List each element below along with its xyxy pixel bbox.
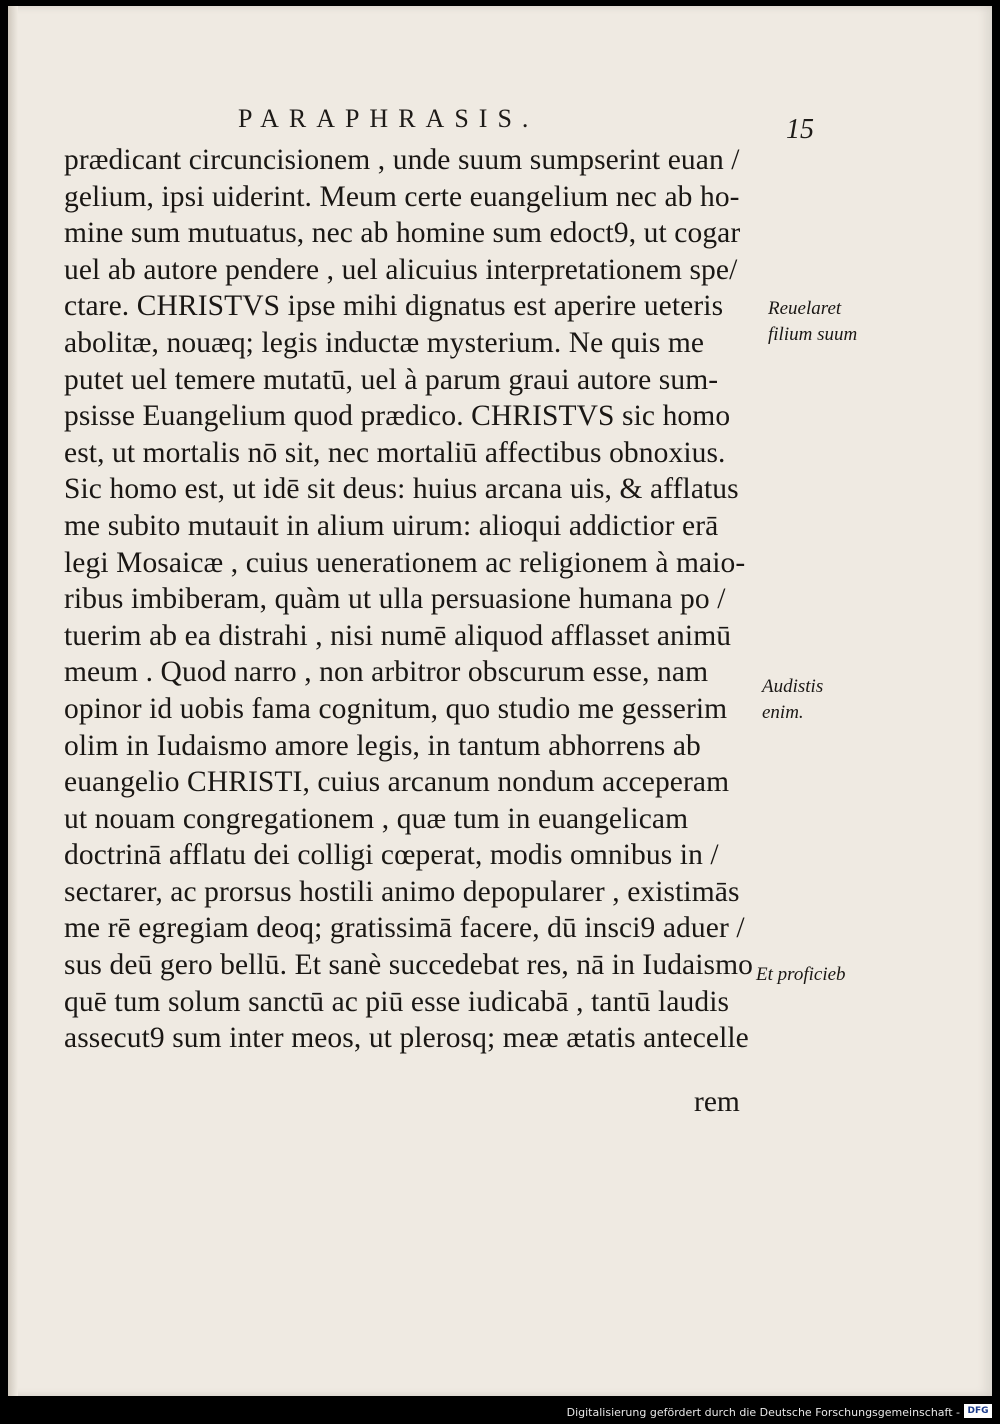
text-line: euangelio CHRISTI, cuius arcanum nondum acceperam (64, 766, 730, 799)
text-line: putet uel temere mutatū, uel à parum graui autore sum- (64, 363, 719, 396)
catchword: rem (694, 1086, 740, 1118)
margin-note-line: enim. (762, 702, 804, 723)
text-line: ctare. CHRISTVS ipse mihi dignatus est aperire ueteris (64, 290, 724, 323)
margin-note-line: filium suum (768, 324, 858, 345)
margin-note-proficieb (756, 962, 846, 988)
margin-note-line: Reuelaret (768, 298, 842, 319)
text-line: me subito mutauit in alium uirum: alioqui addictior erā (64, 509, 719, 542)
page-gutter-shadow (8, 6, 18, 1396)
main-text-block (64, 142, 764, 1057)
margin-note-audistis (762, 674, 823, 726)
text-line: prædicant circuncisionem , unde suum sumpserint euan / (64, 144, 740, 176)
text-line: quē tum solum sanctū ac piū esse iudicabā , tantū laudis (64, 985, 730, 1018)
margin-note-line: Et proficieb (756, 964, 846, 985)
text-line: assecut9 sum inter meos, ut plerosq; meæ ætatis antecelle (64, 1022, 749, 1055)
text-line: ut nouam congregationem , quæ tum in euangelicam (64, 802, 689, 835)
text-line: legi Mosaicæ , cuius uenerationem ac religionem à maio- (64, 546, 746, 579)
text-line: sectarer, ac prorsus hostili animo depopularer , existimās (64, 875, 740, 908)
text-line: meum . Quod narro , non arbitror obscurum esse, nam (64, 656, 709, 689)
text-line: gelium, ipsi uiderint. Meum certe euangelium nec ab ho- (64, 180, 740, 213)
margin-note-reuelaret (768, 296, 857, 348)
text-line: ribus imbiberam, quàm ut ulla persuasione humana po / (64, 583, 726, 616)
text-line: sus deū gero bellū. Et sanè succedebat res, nā in Iudaismo (64, 949, 754, 982)
text-line: doctrinā afflatu dei colligi cœperat, modis omnibus in / (64, 839, 719, 872)
dfg-logo: DFG (964, 1404, 992, 1418)
running-head: PARAPHRASIS. (238, 104, 539, 133)
folio-number: 15 (786, 114, 814, 145)
digitization-credit: Digitalisierung gefördert durch die Deutsche Forschungsgemeinschaft - (566, 1406, 960, 1419)
text-line: Sic homo est, ut idē sit deus: huius arcana uis, & afflatus (64, 473, 739, 506)
text-line: opinor id uobis fama cognitum, quo studio me gesserim (64, 692, 728, 725)
text-line: tuerim ab ea distrahi , nisi numē aliquod afflasset animū (64, 619, 732, 652)
text-line: uel ab autore pendere , uel alicuius interpretationem spe/ (64, 253, 738, 286)
text-line: mine sum mutuatus, nec ab homine sum edoct9, ut cogar (64, 217, 741, 250)
text-line: olim in Iudaismo amore legis, in tantum abhorrens ab (64, 729, 701, 762)
margin-note-line: Audistis (762, 676, 824, 697)
text-line: psisse Euangelium quod prædico. CHRISTVS sic homo (64, 400, 731, 433)
text-line: est, ut mortalis nō sit, nec mortaliū affectibus obnoxius. (64, 436, 726, 469)
text-line: abolitæ, nouæq; legis inductæ mysterium. Ne quis me (64, 326, 705, 359)
text-line: me rē egregiam deoq; gratissimā facere, dū insci9 aduer / (64, 912, 745, 945)
